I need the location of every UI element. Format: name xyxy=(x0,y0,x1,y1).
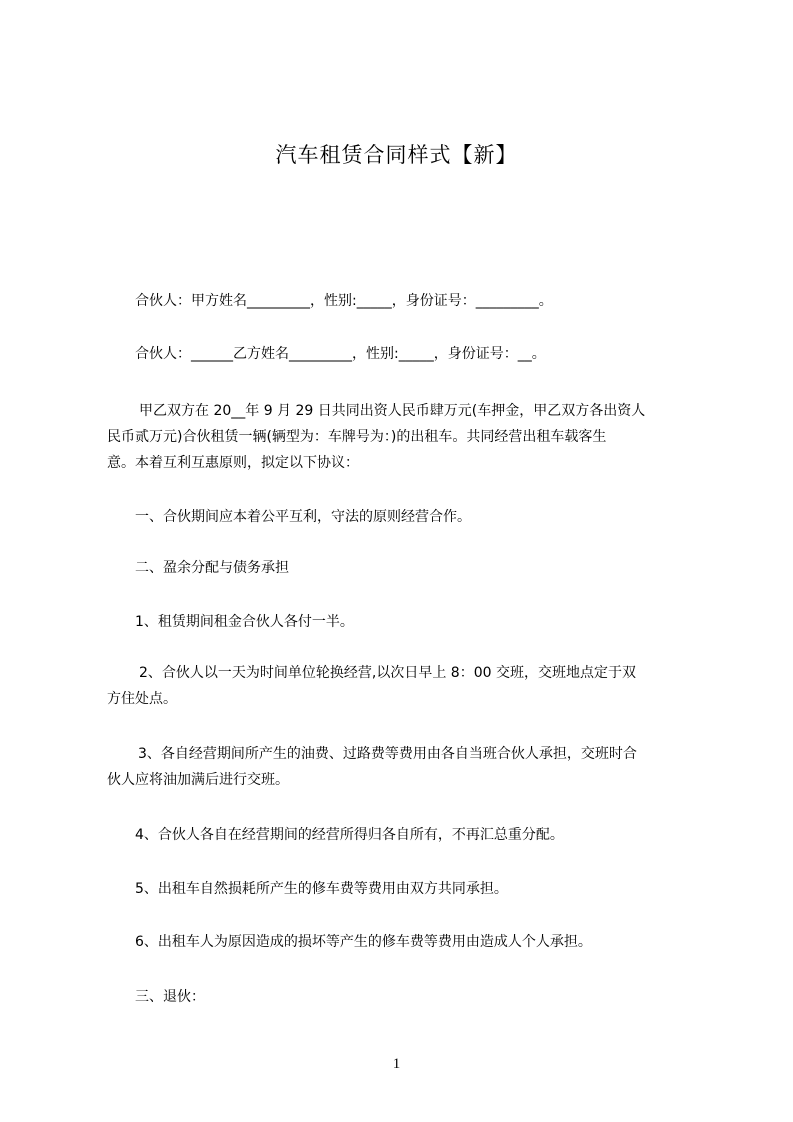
party-a-line: 合伙人：甲方姓名_________，性别:_____，身份证号：_________。 xyxy=(135,293,553,309)
intro-line-1: 甲乙双方在 20__年 9 月 29 日共同出资人民币肆万元(车押金，甲乙双方各出资人 xyxy=(139,403,646,419)
item-5: 5、出租车自然损耗所产生的修车费等费用由双方共同承担。 xyxy=(135,881,508,897)
item-3 xyxy=(107,741,709,793)
item-1: 1、租赁期间租金合伙人各付一半。 xyxy=(135,614,354,630)
item-6: 6、出租车人为原因造成的损坏等产生的修车费等费用由造成人个人承担。 xyxy=(135,934,592,950)
clause-3: 三、退伙： xyxy=(135,989,205,1005)
intro-paragraph xyxy=(107,398,709,476)
page-number: 1 xyxy=(392,1056,401,1072)
document-title: 汽车租赁合同样式【新】 xyxy=(275,143,518,167)
item-2-line-1: 2、合伙人以一天为时间单位轮换经营,以次日早上 8：00 交班，交班地点定于双 xyxy=(139,665,636,681)
item-2-line-2: 方住处点。 xyxy=(107,691,177,707)
party-b-line: 合伙人：______乙方姓名_________，性别:_____，身份证号：__。 xyxy=(135,346,546,362)
clause-1: 一、合伙期间应本着公平互利，守法的原则经营合作。 xyxy=(135,509,471,525)
item-2 xyxy=(107,660,709,712)
intro-line-2: 民币贰万元)合伙租赁一辆(辆型为：车牌号为：)的出租车。共同经营出租车载客生 xyxy=(107,429,607,445)
clause-2: 二、盈余分配与债务承担 xyxy=(135,560,289,576)
item-3-line-1: 3、各自经营期间所产生的油费、过路费等费用由各自当班合伙人承担，交班时合 xyxy=(138,746,637,762)
item-4: 4、合伙人各自在经营期间的经营所得归各自所有，不再汇总重分配。 xyxy=(135,827,564,843)
item-3-line-2: 伙人应将油加满后进行交班。 xyxy=(107,772,289,788)
intro-line-3: 意。本着互利互惠原则，拟定以下协议： xyxy=(107,455,359,471)
